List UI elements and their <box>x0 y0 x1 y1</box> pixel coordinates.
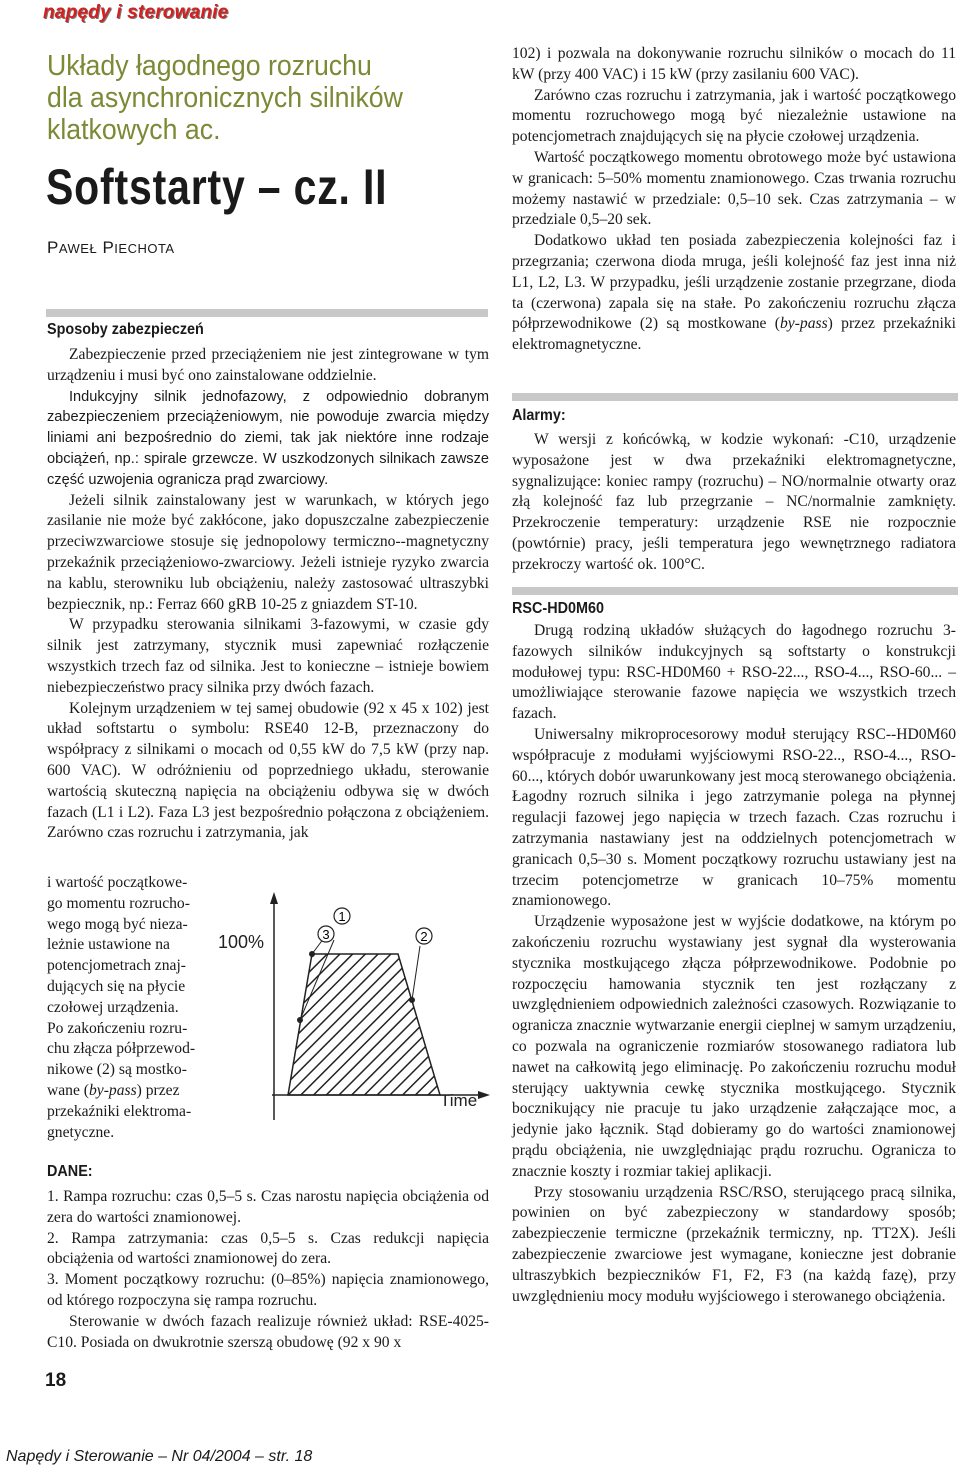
marker-dot <box>409 997 415 1003</box>
article-main-title: Softstarty – cz. II <box>46 159 388 215</box>
marker-leader <box>412 946 420 1000</box>
section-rule <box>512 393 958 401</box>
article-title <box>47 50 433 146</box>
left-float-text <box>47 873 215 1143</box>
marker-label: 2 <box>420 929 428 944</box>
paragraph: Drugą rodziną układów służących do łagodnego rozruchu 3-fazowych silników indukcyjnych są softstarty o konstrukcji modułowej typu: RSC-HD0M60 + RSO-22..., RSO-4..., RSO-60... – umożliwiające sterowanie fazowe napięcia we wszystkich trzech fazach. <box>512 622 956 723</box>
text-line: chu złącza półprzewod- <box>47 1040 196 1058</box>
text-line: dujących się na płycie <box>47 977 186 995</box>
title-line: klatkowych ac. <box>47 114 221 146</box>
text-line: Po zakończeniu rozru- <box>47 1019 188 1037</box>
marker-label: 3 <box>322 927 330 942</box>
page-footer: Napędy i Sterowanie – Nr 04/2004 – str. 18 <box>6 1448 313 1465</box>
y-axis-label: 100% <box>218 932 265 952</box>
paragraph: Sterowanie w dwóch fazach realizuje również układ: RSE-4025-C10. Posiada on dwukrotnie szerszą obudowę (92 x 90 x <box>47 1312 489 1351</box>
alarm-heading: Alarmy: <box>512 407 566 424</box>
text-line: i wartość początkowe- <box>47 874 188 891</box>
right-column-top <box>512 44 956 356</box>
paragraph: Zabezpieczenie przed przeciążeniem nie jest zintegrowane w tym urządzeniu i musi być ono zainstalowane oddzielnie. <box>47 346 489 384</box>
rsc-heading: RSC-HD0M60 <box>512 600 605 617</box>
paragraph: Wartość początkowego momentu obrotowego może być ustawiona w granicach: 5–50% momentu znamionowego. Czas trwania rozruchu możemy nastawić w przedziale: 0,5–10 sek. Czas zatrzymania – w przedziale 0,5–20 sek. <box>512 148 956 229</box>
list-item: 3. Moment początkowy rozruchu: (0–85%) napięcia znamionowego, od którego rozpoczyna się rampa rozruchu. <box>47 1271 489 1309</box>
y-axis-arrow-icon <box>270 892 278 904</box>
marker-dot <box>297 1017 303 1023</box>
paragraph: Zarówno czas rozruchu i zatrzymania, jak i wartość początkowego momentu rozruchowego mogą być niezależnie ustawione na potencjometrach znajdujących się na płycie czołowej urządzenia. <box>512 86 956 146</box>
dane-list <box>47 1187 489 1353</box>
section-rule <box>46 309 488 317</box>
text-line: nikowe (2) są mostko- <box>47 1061 187 1079</box>
x-axis-arrow-icon <box>478 1091 490 1099</box>
paragraph: Uniwersalny mikroprocesorowy moduł sterujący RSC--HD0M60 współpracuje z modułami wyjściowymi RSO-22.., RSO-4..., RSO-60..., których dobór uwarunkowany jest mocą sterowanego obciążenia. Łagodny rozruch silnika i jego zatrzymanie polega na płynnej regulacji fazowej jego napięcia w trzech fazach. Czas rozruchu i zatrzymania nastawiany jest na oddzielnych potencjometrach w granicach 0,5–30 s. Moment początkowy rozruchu ustawiany jest na trzecim potencjometrze w granicach 10–75% momentu znamionowego. <box>512 725 956 910</box>
paragraph: W wersji z końcówką, w kodzie wykonań: -C10, urządzenie wyposażone jest w dwa przekaźniki elektromagnetyczne, sygnalizujące: koniec rampy (rozruchu) – NO/normalnie otwarty oraz złą kolejność faz lub przegrzanie – NC/normalnie zamknięty. Przekroczenie temperatury: urządzenie RSE nie rozpocznie (powtórnie) pracy, jeśli temperatura jego wewnętrznego radiatora przekroczy wartość ok. 100°C. <box>512 431 956 573</box>
page-number: 18 <box>45 1370 67 1391</box>
paragraph: Urządzenie wyposażone jest w wyjście dodatkowe, na którym po zakończeniu rozruchu wystawiany jest sygnał dla wysterowania stycznika mostkującego złącza półprzewodnikowe. Podobnie po rozpoczęciu hamowania stycznik ten jest rozłączany z uwzględnieniem odpowiednich zależności czasowych. Rozwiązanie to ogranicza znacznie wytwarzanie energii cieplnej w samym urządzeniu, co pozwala na ograniczenie rozmiarów stosowanego radiatora lub nawet na całkowitą jego eliminację. Po zakończeniu rozruchu moduł sterujący uaktywnia cewkę stycznika mostkującego. Stycznik bocznikujący nie pracuje tu jako urządzenie załączające moc, a jedynie jako łącznik. Stąd dobieramy go do wartości znamionowej prądu obciążenia, nie uwzględniając prądu rozruchu. Ogranicza to znacznie koszty i rozmiar takiej aplikacji. <box>512 913 956 1180</box>
ramp-diagram <box>212 890 492 1130</box>
author-name: PAWEŁ PIECHOTA <box>47 238 175 257</box>
left-column-top <box>47 345 489 844</box>
title-line: Układy łagodnego rozruchu <box>47 50 372 82</box>
ramp-area <box>288 954 440 1095</box>
paragraph: Jeżeli silnik zainstalowany jest w warunkach, w których jego zasilanie nie może być zakłócone, jako dopuszczalne zabezpieczenie przeciwzwarciowe stosuje się jednopolowy termiczno--magnetyczny przekaźnik przeciążeniowo-zwarciowy. Jeżeli istnieje ryzyko zwarcia na kablu, sterowniku lub obciążeniu, należy zastosować ultraszybki bezpiecznik, np.: Ferraz 660 gRB 10-25 z gniazdem ST-10. <box>47 491 489 613</box>
x-axis-label: Time <box>440 1091 478 1110</box>
paragraph: Przy stosowaniu urządzenia RSC/RSO, sterującego pracą silnika, powinien on być zabezpieczony w standardowy sposób; zabezpieczenie termiczne (przekaźnik termiczny, np. TT2X). Jeśli zabezpieczenie zwarciowe jest wymagane, konieczne jest dobranie ultraszybkich bezpieczników F1, F2, F3 (na każdą fazę), przy uwzględnieniu mocy modułu wyjściowego i sterowanego obciążenia. <box>512 1183 956 1305</box>
rsc-text <box>512 621 956 1307</box>
marker-dot <box>309 951 315 957</box>
text-line: potencjometrach znaj- <box>47 957 186 975</box>
marker-label: 1 <box>338 909 346 924</box>
paragraph: W przypadku sterowania silnikami 3-fazowymi, w czasie gdy silnik jest zatrzymany, stycznik musi zapewniać rozłączenie wszystkich trzech faz od silnika. Jest to konieczne – istnieje bowiem niebezpieczeństwo pracy silnika przy dwóch fazach. <box>47 616 489 696</box>
title-line: dla asynchronicznych silników <box>47 82 403 114</box>
text-line: czołowej urządzenia. <box>47 998 179 1016</box>
text-line: przekaźniki elektroma- <box>47 1102 192 1120</box>
paragraph: Dodatkowo układ ten posiada zabezpieczenia kolejności faz i przegrzania; czerwona dioda mruga, jeśli kolejność faz jest inna niż L1, L2, L3. W przypadku, jeśli urządzenie zostanie przegrzane, dioda ta (czerwona) zapala się na stałe. Po zakończeniu rozruchu złącza półprzewodnikowe (2) są mostkowane (by-pass) przez przekaźniki elektromagnetyczne. <box>512 232 956 354</box>
paragraph: Kolejnym urządzeniem w tej samej obudowie (92 x 45 x 102) jest układ softstartu o symbolu: RSE40 12-B, przeznaczony do współpracy z silnikami o mocach od 0,55 kW do 7,5 kW (przy nap. 600 VAC). W odróżnieniu od poprzedniego układu, sterowanie wartością skuteczną napięcia na obciążeniu odbywa się w dwóch fazach (L1 i L2). Faza L3 jest bezpośrednio połączona z obciążeniem. Zarówno czas rozruchu i zatrzymania, jak <box>47 699 489 842</box>
section-tag: napędy i sterowanie <box>43 2 229 23</box>
list-item: 2. Rampa zatrzymania: czas 0,5–5 s. Czas redukcji napięcia obciążenia od wartości znamionowej do zera. <box>47 1229 489 1268</box>
alarm-text <box>512 430 956 576</box>
text-line: go momentu rozrucho- <box>47 894 190 912</box>
paragraph: 102) i pozwala na dokonywanie rozruchu silników o mocach do 11 kW (przy 400 VAC) i 15 kW (przy zasilaniu 600 VAC). <box>512 45 956 83</box>
text-line: wane (by-pass) przez <box>47 1081 180 1099</box>
list-item: 1. Rampa rozruchu: czas 0,5–5 s. Czas narostu napięcia obciążenia od zera do wartości znamionowej. <box>47 1188 489 1226</box>
text-line: wego mogą być nieza- <box>47 915 188 933</box>
section-heading: Sposoby zabezpieczeń <box>47 321 204 338</box>
paragraph: Indukcyjny silnik jednofazowy, z odpowiednio dobranym zabezpieczeniem przeciążeniowym, nie powoduje zwarcia między liniami ani bezpośrednio do ziemi, tak jak niektóre inne rodzaje obciążeń, np.: spirale grzewcze. W uszkodzonych silnikach zawsze część uzwojenia ogranicza prąd zwarciowy. <box>47 388 489 488</box>
text-line: gnetyczne. <box>47 1123 115 1141</box>
text-line: leżnie ustawione na <box>47 936 170 954</box>
dane-heading: DANE: <box>47 1163 93 1180</box>
section-rule <box>512 587 958 595</box>
